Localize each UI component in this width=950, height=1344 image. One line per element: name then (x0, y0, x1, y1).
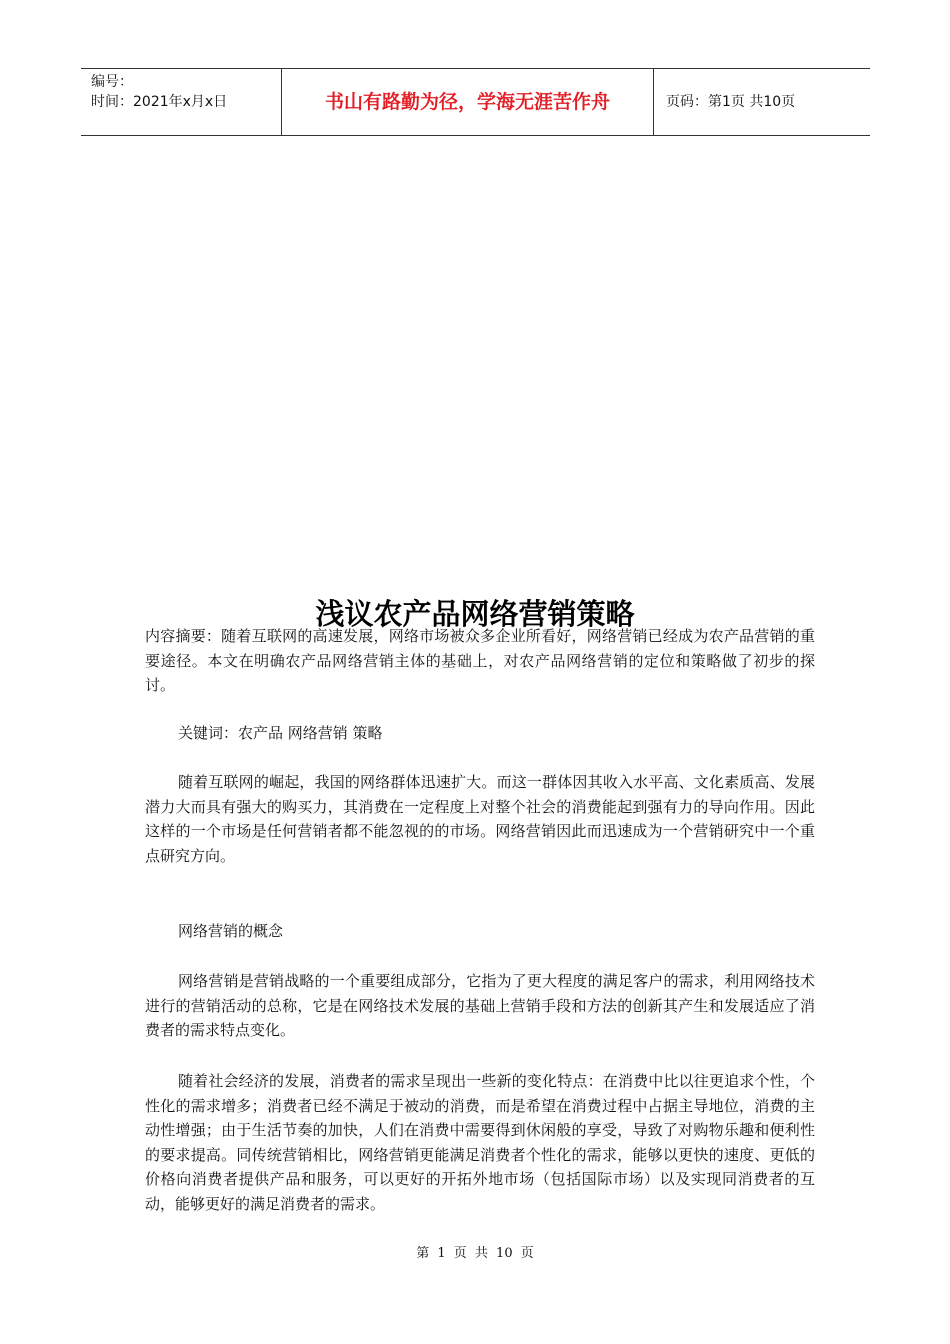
keywords-line: 关键词：农产品 网络营销 策略 (178, 724, 383, 742)
header-motto: 书山有路勤为径，学海无涯苦作舟 (281, 69, 654, 136)
header-meta-cell (81, 69, 281, 136)
section-heading: 网络营销的概念 (178, 922, 284, 940)
consumer-needs-paragraph: 随着社会经济的发展，消费者的需求呈现出一些新的变化特点：在消费中比以往更追求个性，个性化的需求增多；消费者已经不满足于被动的消费，而是希望在消费过程中占据主导地位，消费的主动性增强；由于生活节奏的加快，人们在消费中需要得到休闲般的享受，导致了对购物乐趣和便利性的要求提高。同传统营销相比，网络营销更能满足消费者个性化的需求，能够以更快的速度、更低的价格向消费者提供产品和服务，可以更好的开拓外地市场（包括国际市场）以及实现同消费者的互动，能够更好的满足消费者的需求。 (145, 1072, 815, 1213)
page-footer: 第 1 页 共 10 页 (416, 1246, 534, 1261)
document-number-label: 编号： (91, 74, 133, 90)
abstract-paragraph: 内容摘要：随着互联网的高速发展，网络市场被众多企业所看好，网络营销已经成为农产品营销的重要途径。本文在明确农产品网络营销主体的基础上，对农产品网络营销的定位和策略做了初步的探讨。 (145, 627, 815, 695)
header-table (81, 68, 870, 136)
header-page-info: 页码：第1页 共10页 (666, 94, 796, 110)
intro-paragraph: 随着互联网的崛起，我国的网络群体迅速扩大。而这一群体因其收入水平高、文化素质高、发展潜力大而具有强大的购买力，其消费在一定程度上对整个社会的消费能起到强有力的导向作用。因此这样的一个市场是任何营销者都不能忽视的的市场。网络营销因此而迅速成为一个营销研究中一个重点研究方向。 (145, 773, 815, 865)
concept-paragraph: 网络营销是营销战略的一个重要组成部分，它指为了更大程度的满足客户的需求，利用网络技术进行的营销活动的总称，它是在网络技术发展的基础上营销手段和方法的创新其产生和发展适应了消费者的需求特点变化。 (145, 972, 815, 1040)
document-title: 浅议农产品网络营销策略 (315, 597, 635, 632)
document-time-label: 时间：2021年x月x日 (91, 94, 228, 110)
